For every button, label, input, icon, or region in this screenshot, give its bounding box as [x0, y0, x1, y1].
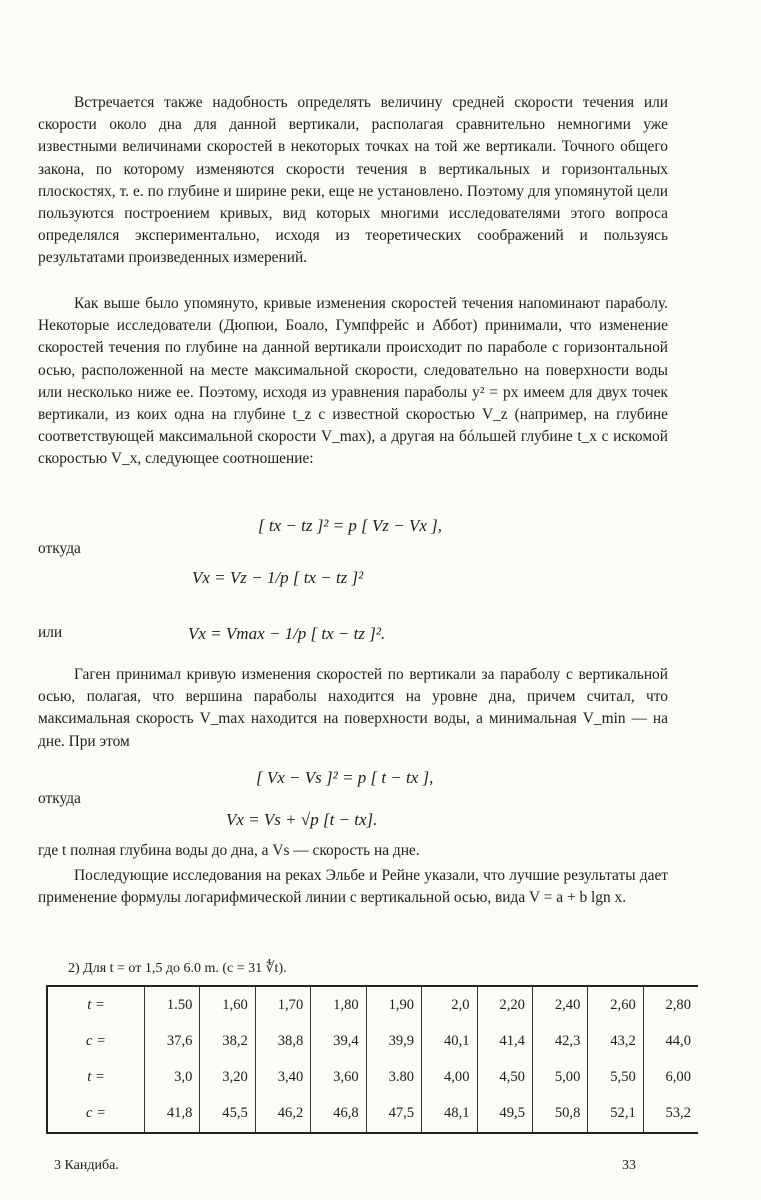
table-cell: 41,4: [477, 1023, 532, 1059]
formula-4: [ Vx − Vs ]² = p [ t − tx ],: [256, 768, 434, 787]
table-cell: 47,5: [366, 1096, 421, 1132]
table-cell: 6,00: [643, 1060, 698, 1096]
velocity-table: [46, 985, 698, 1134]
connector-otkuda-2: откуда: [38, 790, 81, 807]
table-cell: 37,6: [145, 1023, 200, 1059]
row-label: t =: [47, 987, 145, 1023]
table-row: [47, 1023, 698, 1059]
table-row: [47, 1096, 698, 1132]
table-cell: 50,8: [532, 1096, 587, 1132]
table-caption: 2) Для t = от 1,5 до 6.0 m. (c = 31 ∜t).: [68, 961, 287, 976]
paragraph-2: Как выше было упомянуто, кривые изменения скоростей течения напоминают параболу. Некоторые исследователи (Дюпюи, Боало, Гумпфрейс и Аббот) принимали, что изменение скоростей течения по глубине на данной вертикали происходит по параболе с горизонтальной осью, расположенной на месте максимальной скорости, следовательно на поверхности воды или несколько ниже ее. Поэтому, исходя из уравнения параболы y² = px имеем для двух точек вертикали, из коих одна на глубине t_z с известной скоростью V_z (например, на глубине соответствующей максимальной скорости V_max), а другая на бóльшей глубине t_x с искомой скоростью V_x, следующее соотношение:: [38, 295, 668, 468]
formula-1: [ tx − tz ]² = p [ Vz − Vx ],: [258, 516, 443, 535]
table-cell: 3,60: [311, 1060, 366, 1096]
table-cell: 2,20: [477, 987, 532, 1023]
footer-signature: 3 Кандиба.: [54, 1158, 119, 1173]
table-cell: 1,60: [200, 987, 255, 1023]
table-cell: 1,70: [255, 987, 310, 1023]
paragraph-4: Последующие исследования на реках Эльбе и Рейне указали, что лучшие результаты дает применение формулы логарифмической линии с вертикальной осью, вида V = a + b lgn x.: [38, 867, 668, 907]
table-cell: 1,90: [366, 987, 421, 1023]
table-cell: 5,50: [588, 1060, 643, 1096]
table-cell: 42,3: [532, 1023, 587, 1059]
table-cell: 40,1: [422, 1023, 477, 1059]
table-cell: 1,80: [311, 987, 366, 1023]
table-cell: 46,8: [311, 1096, 366, 1132]
table-cell: 3,40: [255, 1060, 310, 1096]
table-cell: 1.50: [145, 987, 200, 1023]
page-number: 33: [622, 1158, 636, 1173]
connector-ili: или: [38, 624, 63, 641]
table-cell: 39,9: [366, 1023, 421, 1059]
paragraph-1: Встречается также надобность определять величину средней скорости течения или скорости около дна для данной вертикали, располагая сравнительно немногими уже известными величинами скоростей в некоторых точках на той же вертикали. Точного общего закона, по которому изменяются скорости течения в вертикальных и горизонтальных плоскостях, т. е. по глубине и ширине реки, еще не установлено. Поэтому для упомянутой цели пользуются построением кривых, вид которых многими исследователями этого вопроса определялся экспериментально, исходя из теоретических соображений и пользуясь результатами произведенных измерений.: [38, 94, 668, 267]
table-cell: 53,2: [643, 1096, 698, 1132]
table-cell: 2,60: [588, 987, 643, 1023]
table-cell: 5,00: [532, 1060, 587, 1096]
table-cell: 45,5: [200, 1096, 255, 1132]
table-row: [47, 987, 698, 1023]
where-line: где t полная глубина воды до дна, а Vs — скорость на дне.: [38, 842, 420, 859]
table-cell: 49,5: [477, 1096, 532, 1132]
table-cell: 38,8: [255, 1023, 310, 1059]
table-cell: 39,4: [311, 1023, 366, 1059]
row-label: c =: [47, 1023, 145, 1059]
connector-otkuda-1: откуда: [38, 540, 81, 557]
table-cell: 3,0: [145, 1060, 200, 1096]
table-cell: 3.80: [366, 1060, 421, 1096]
row-label: t =: [47, 1060, 145, 1096]
table-cell: 41,8: [145, 1096, 200, 1132]
table-cell: 44,0: [643, 1023, 698, 1059]
table-cell: 4,00: [422, 1060, 477, 1096]
formula-3: Vx = Vmax − 1/p [ tx − tz ]².: [188, 624, 386, 643]
formula-2: Vx = Vz − 1/p [ tx − tz ]²: [192, 568, 364, 587]
table-cell: 52,1: [588, 1096, 643, 1132]
table-cell: 4,50: [477, 1060, 532, 1096]
table-cell: 46,2: [255, 1096, 310, 1132]
table-row: [47, 1060, 698, 1096]
paragraph-3: Гаген принимал кривую изменения скоростей по вертикали за параболу с вертикальной осью, полагая, что вершина параболы находится на уровне дна, причем считал, что максимальная скорость V_max находится на поверхности воды, а минимальная V_min — на дне. При этом: [38, 666, 668, 750]
table-cell: 2,80: [643, 987, 698, 1023]
table-cell: 2,0: [422, 987, 477, 1023]
formula-5: Vx = Vs + √p [t − tx].: [226, 810, 378, 829]
table-cell: 3,20: [200, 1060, 255, 1096]
table-cell: 2,40: [532, 987, 587, 1023]
row-label: c =: [47, 1096, 145, 1132]
table-cell: 48,1: [422, 1096, 477, 1132]
table-cell: 38,2: [200, 1023, 255, 1059]
table-cell: 43,2: [588, 1023, 643, 1059]
